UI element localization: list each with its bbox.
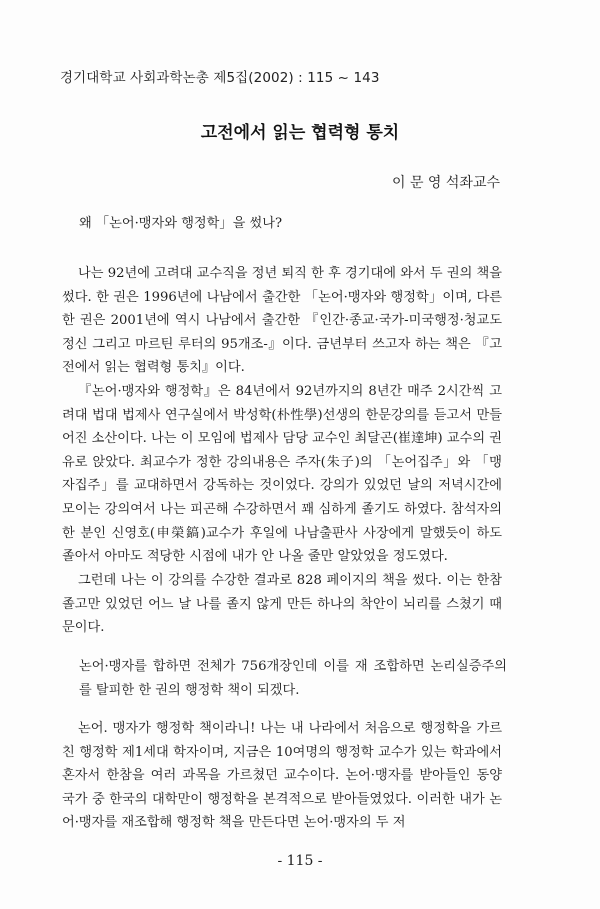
paragraph-1: 나는 92년에 고려대 교수직을 정년 퇴직 한 후 경기대에 와서 두 권의 책을 썼다. 한 권은 1996년에 나남에서 출간한 「논어·맹자와 행정학」이며, 다른 한 권은 2001년에 역시 나남에서 출간한 『인간·종교·국가-미국행정·청교도 정신 그리고 마르틴 루터의 95개조-』이다. 금년부터 쓰고자 하는 책은 『고전에서 읽는 협력형 통치』이다. <box>62 266 502 376</box>
paragraph-5: 논어. 맹자가 행정학 책이라니! 나는 내 나라에서 처음으로 행정학을 가르친 행정학 제1세대 학자이며, 지금은 10여명의 행정학 교수가 있는 학과에서 혼자서 한참을 여러 과목을 가르쳤던 교수이다. 논어·맹자를 받아들인 동양 국가 중 한국의 대학만이 행정학을 본격적으로 받아들였었다. 이러한 내가 논어·맹자를 재조합해 행정학 책을 만든다면 논어·맹자의 두 저 <box>62 721 502 831</box>
running-head: 경기대학교 사회과학논총 제5집(2002) : 115 ~ 143 <box>60 70 380 86</box>
section-question: 왜 「논어·맹자와 행정학」을 썼나? <box>79 216 283 231</box>
paragraph-4: 논어·맹자를 합하면 전체가 756개장인데 이를 재 조합하면 논리실증주의를 탈피한 한 권의 행정학 책이 되겠다. <box>79 659 507 698</box>
article-author: 이 문 영 석좌교수 <box>391 175 500 191</box>
paragraph-3: 그런데 나는 이 강의를 수강한 결과로 828 페이지의 책을 썼다. 이는 한참 졸고만 있었던 어느 날 나를 졸지 않게 만든 하나의 착안이 뇌리를 스쳤기 때문이다. <box>62 573 502 636</box>
article-title: 고전에서 읽는 협력형 통치 <box>200 123 400 143</box>
paragraph-2: 『논어·맹자와 행정학』은 84년에서 92년까지의 8년간 매주 2시간씩 고려대 법대 법제사 연구실에서 박성학(朴性學)선생의 한문강의를 듣고서 만들어진 소산이다. 나는 이 모임에 법제사 담당 교수인 최달곤(崔達坤) 교수의 권유로 앉았다. 최교수가 정한 강의내용은 주자(朱子)의 「논어집주」와 「맹자집주」를 교대하면서 강독하는 것이었다. 강의가 있었던 날의 저녁시간에 모이는 강의여서 나는 피곤해 수강하면서 꽤 심하게 졸기도 하였다. 참석자의 한 분인 신영호(申榮鎬)교수가 후일에 나남출판사 사장에게 말했듯이 하도 졸아서 아마도 적당한 시점에 내가 안 나올 줄만 알았었을 정도였다. <box>62 384 502 565</box>
page-number: - 115 - <box>277 853 323 869</box>
